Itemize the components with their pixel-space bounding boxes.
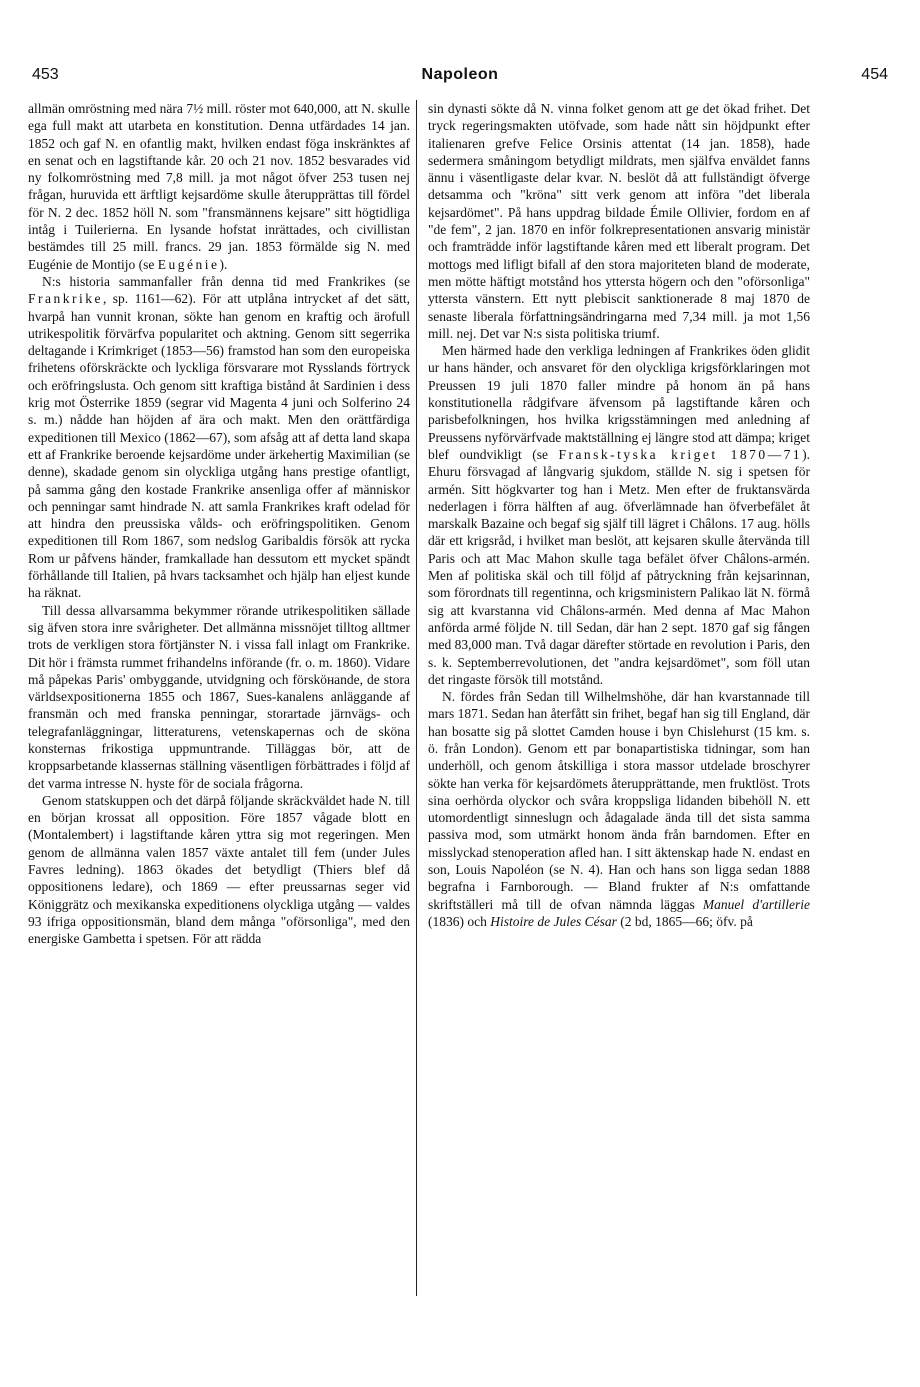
text-run: Men härmed hade den verkliga ledningen af Frankrikes öden glidit ur hans händer, och ansvaret för den olyckliga krigsförklaringen mot Preussen 19 juli 1870 faller mindre på honom än på hans konstitutionella rådgifvare äfvensom på lagstiftande kåren och parisbefolkningen, hos hvilka krigsstämningen med anledning af Preussens nyförvärfvade maktställning ej längre stod att dämpa; kriget blef oundvikligt (se: [428, 343, 810, 462]
text-run: (2 bd, 1865—66; öfv. på: [616, 913, 753, 929]
right-column: [428, 100, 810, 930]
paragraph: sin dynasti sökte då N. vinna folket genom att ge det ökad frihet. Det tryck regeringsmakten utöfvade, som hade nått sin höjdpunkt efter italienaren grefve Felice Orsinis attentat (14 jan. 1858), hade sedermera småningom betydligt mildrats, men själfva enväldet fanns ännu i väsentligaste delar kvar. N. beslöt då att fullständigt öfverge detsamma och "kröna" sitt verk genom att införa "det liberala kejsardömet". På hans uppdrag bildade Émile Ollivier, fordom en af "de fem", 2 jan. 1870 en inför folkrepresentationen ansvarig ministär och framträdde inför lagstiftande kåren med ett liberalt program. Det mottogs med lifligt bifall af den stora majoriteten bland de moderate, men mötte häftigt motstånd hos yttersta högern och den "oförsonliga" yttersta vänstern. Ett nytt plebiscit sanktionerade 8 maj 1870 de senaste liberala författningsändringarna med 7,34 mill. ja mot 1,56 mill. nej. Det var N:s sista politiska triumf.: [428, 101, 810, 341]
column-divider: [416, 100, 417, 1296]
paragraph: [28, 100, 410, 273]
paragraph: [428, 688, 810, 930]
text-run: , sp. 1161—62). För att utplåna intrycket af det sätt, hvarpå han vunnit kronan, sökte han genom en kraftig och ärofull utrikespolitik förvärfva popularitet och aktning. Genom sitt segerrika deltagande i Krimkriget (1853—56) framstod han som den europeiska frihetens oförskräckte och lyckliga försvarare mot Rysslands förtryck och eröfringslusta. Och genom sitt kraftiga bistånd åt Sardinien i dess krig mot Österrike 1859 (segrar vid Magenta 4 juni och Solferino 24 s. m.) nådde han höjden af ära och makt. Men den orättfärdiga expeditionen till Mexico (1862—67), som afsåg att af detta land skapa ett af Frankrike beroende kejsardöme under ärkehertig Maximilian (se denne), skadade genom sin olyckliga utgång hans prestige ofantligt, på samma gång den kostade Frankrike ansenliga offer af människor och penningar samt hindrade N. att samla Frankrikes kraft odelad för att hindra den preussiska vålds- och eröfringspolitiken. Genom expeditionen till Rom 1867, som nedslog Garibaldis försök att rycka Rom ur påfvens händer, framkallade han dessutom ett mycket spändt förhållande till Italien, på hvars tacksamhet och hjälp han eljest kunde ha räknat.: [28, 291, 410, 601]
paragraph: [428, 342, 810, 688]
work-title: Histoire de Jules César: [490, 913, 617, 929]
paragraph: Till dessa allvarsamma bekymmer rörande utrikespolitiken sällade sig äfven stora inre svårigheter. Det allmänna missnöjet tilltog alltmer trots de verkligen stora förtjänster N. i vissa fall inlagt om Frankrike. Dit hör i främsta rummet frihandelns införande (fr. o. m. 1860). Vidare må påpekas Paris' ombyggande, utvidgning och försköнande, de stora världsexpositionerna 1855 och 1867, Sues-kanalens anläggande af fransmän och med franska penningar, storartade järnvägs- och telegrafanläggningar, litteraturens, vetenskapernas och de sköna konsternas frikostiga uppmuntrande. Tilläggas bör, att de kroppsarbetande klassernas ställning väsentligen förbättrades i följd af det varma intresse N. hyste för de sociala frågorna.: [28, 602, 410, 791]
page-header: [32, 66, 888, 90]
paragraph: [28, 273, 410, 602]
page-number-left: 453: [32, 66, 59, 83]
text-run: ). Ehuru försvagad af långvarig sjukdom, ställde N. sig i spetsen för armén. Sitt högkvarter tog han i Metz. Men efter de fruktansvärda nederlagen i förra hälften af aug. öfverlämnade han öfverbefälet åt marskalk Bazaine och begaf sig själf till lägret i Châlons. 17 aug. hölls där ett krigsråd, i hvilket man beslöt, att kejsaren skulle återvända till Paris och att Mac Mahon skulle taga befälet öfver Châlons-armén. Men af politiska skäl och till följd af påtryckning från kejsarinnan, som förordnats till regentinna, och krigsministern Palikao lät N. förmå sig att kvarstanna vid Châlons-armén. Med denna af Mac Mahon anförda armé följde N. till Sedan, där han 2 sept. 1870 gaf sig fången med 83,000 man. Två dagar därefter störtade en revolution i Paris, den s. k. Septemberrevolutionen, det "andra kejsardömet", som föll utan det ringaste försök till motstånd.: [428, 446, 811, 687]
cross-reference: Frankrike: [28, 291, 103, 307]
page-number-right: 454: [861, 66, 888, 83]
cross-reference: Eugénie: [157, 256, 220, 272]
left-column: [28, 100, 410, 948]
text-run: ).: [219, 256, 228, 272]
text-run: N. fördes från Sedan till Wilhelmshöhe, där han kvarstannade till mars 1871. Sedan han återfått sin frihet, begaf han sig till England, där han bosatte sig på slottet Camden house i byn Chislehurst (15 km. s. ö. från London). Genom ett par bonapartistiska tidningar, som han underhöll, och genom åtskilliga i stora massor utdelade broschyrer sökte han verka för kejsardömets återupprättande, men fruktlöst. Trots sina oerhörda olyckor och svåra kroppsliga lidanden bibehöll N. ett utomordentligt sinneslugn och ådagalade ända till det sista samma passiva mod, som utmärkt honom ända från barndomen. Efter en misslyckad stenoperation afled han. I sitt äktenskap hade N. endast en son, Louis Napoléon (se N. 4). Han och hans son ligga sedan 1888 begrafna i Farnborough. — Bland frukter af N:s omfattande skriftställeri må till de ofvan nämnda läggas: [428, 689, 811, 912]
running-title: Napoleon: [421, 66, 499, 83]
text-run: allmän omröstning med nära 7½ mill. röster mot 640,000, att N. skulle ega full makt att utarbeta en konstitution. Denna utfärdades 14 jan. 1852 och gaf N. en ofantlig makt, hvilken endast föga inskränktes af en senat och en lagstiftande kår. 20 och 21 nov. 1852 besvarades vid ny folkomröstning med 7,8 mill. ja mot något öfver 253 tusen nej frågan, huruvida ett ärftligt kejsardöme skulle återupprättas till fördel för N. 2 dec. 1852 höll N. som "fransmännens kejsare" sitt högtidliga intåg i Tuilerierna. En lysande hofstat inrättades, och civillistan bestämdes till 25 mill. francs. 29 jan. 1853 förmälde sig N. med Eugénie de Montijo (se: [28, 101, 410, 272]
cross-reference: Fransk-tyska kriget 1870—71: [558, 446, 803, 462]
work-title: Manuel d'artillerie: [702, 896, 811, 912]
paragraph: Genom statskuppen och det därpå följande skräckväldet hade N. till en början krossat all opposition. Före 1857 vågade blott en (Montalembert) i lagstiftande kåren yttra sig mot regeringen. Men genom de allmänna valen 1857 växte antalet till fem (under Jules Favres ledning). 1863 ökades det betydligt (Thiers blef då oppositionens ledare), och 1869 — efter preussarnas seger vid Königgrätz och mexikanska expeditionens olyckliga utgång — valdes 93 ifriga oppositionsmän, bland dem många "oförsonliga", med den energiske Gambetta i spetsen. För att rädda: [28, 792, 410, 947]
text-run: (1836) och: [428, 913, 491, 929]
text-run: N:s historia sammanfaller från denna tid med Frankrikes (se: [42, 273, 410, 289]
